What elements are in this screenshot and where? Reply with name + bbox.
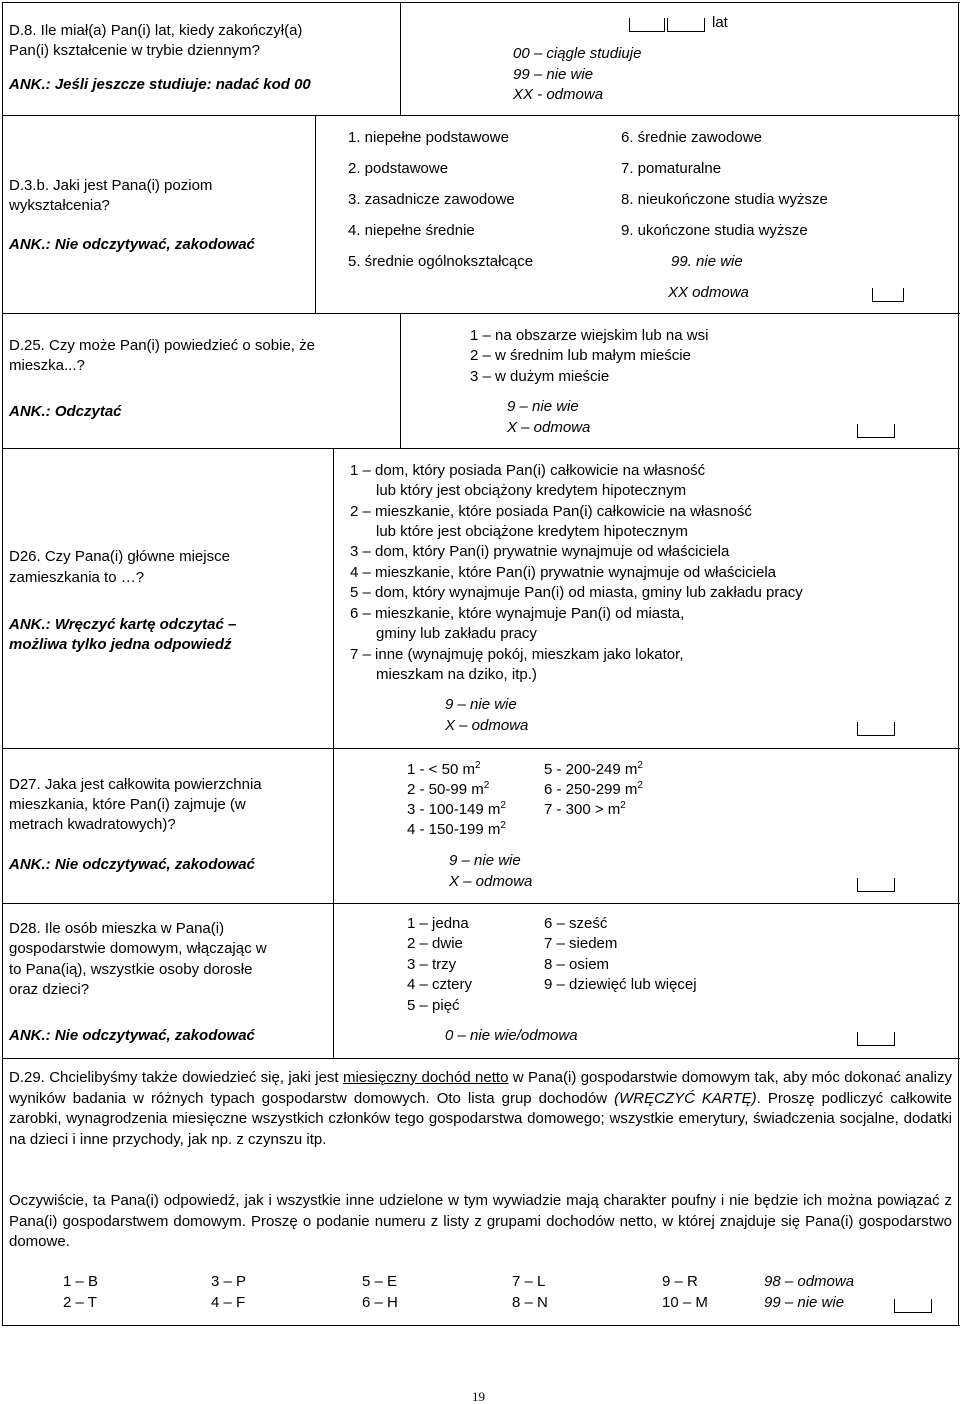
d27-question-line3: metrach kwadratowych)? [9, 816, 176, 833]
col-divider-4 [333, 448, 334, 1058]
d8-option-refusal: XX - odmowa [513, 86, 604, 103]
d3b-option-5: 5. średnie ogólnokształcące [348, 253, 534, 270]
d3b-interviewer-note: ANK.: Nie odczytywać, zakodować [9, 236, 255, 253]
d8-question-line1: D.8. Ile miał(a) Pan(i) lat, kiedy zakończył(a) [9, 22, 303, 39]
col-divider-2 [400, 2, 401, 115]
table-border-bottom [2, 1325, 960, 1326]
d26-option-5: 5 – dom, który wynajmuje Pan(i) od miasta, gminy lub zakładu pracy [350, 584, 803, 601]
d25-option-refusal: X – odmowa [507, 419, 591, 436]
d29-code-6: 6 – H [362, 1294, 398, 1311]
d28-option-2: 2 – dwie [407, 935, 463, 952]
d25-option-3: 3 – w dużym mieście [470, 368, 610, 385]
d26-option-7: 7 – inne (wynajmuję pokój, mieszkam jako lokator, [350, 646, 684, 663]
d29-paragraph-1: D.29. Chcielibyśmy także dowiedzieć się, jaki jest miesięczny dochód netto w Pana(i) gospodarstwie domowym tak, aby móc dokonać analizy wyników badania w różnych typach gospodarstw domowych. Oto lista grup dochodów (WRĘCZYĆ KARTĘ). Proszę podliczyć całkowite zarobki, wynagrodzenia miesięczne wszystkich członków tego gospodarstwa domowego; wszystkie emerytury, świadczenia socjalne, dodatki na dzieci i inne przychody, jak np. z czynszu itp. [9, 1069, 952, 1148]
d29-code-1: 1 – B [63, 1273, 99, 1290]
d8-question-line2: Pan(i) kształcenie w trybie dziennym? [9, 42, 260, 59]
d27-option-2: 2 - 50-99 $m^2$ [407, 780, 490, 798]
d3b-option-9: 9. ukończone studia wyższe [621, 222, 808, 239]
d3b-option-2: 2. podstawowe [348, 160, 449, 177]
d8-option-dont-know: 99 – nie wie [513, 66, 594, 83]
d3b-question-line1: D.3.b. Jaki jest Pana(i) poziom [9, 177, 213, 194]
d29-code-7: 7 – L [512, 1273, 546, 1290]
d28-option-dont-know: 0 – nie wie/odmowa [445, 1027, 578, 1044]
col-divider-3 [400, 313, 401, 448]
d29-code-5: 5 – E [362, 1273, 398, 1290]
d28-option-8: 8 – osiem [544, 956, 610, 973]
row-divider-6 [2, 1058, 960, 1059]
d3b-option-8: 8. nieukończone studia wyższe [621, 191, 828, 208]
d25-question-line2: mieszka...? [9, 357, 85, 374]
d27-option-1: 1 - < 50 $m^2$ [407, 760, 481, 778]
d27-option-5: 5 - 200-249 $m^2$ [544, 760, 643, 778]
d8-interviewer-note: ANK.: Jeśli jeszcze studiuje: nadać kod 00 [9, 76, 311, 93]
d26-question-line1: D26. Czy Pana(i) główne miejsce [9, 548, 230, 565]
d3b-answer-box[interactable] [872, 286, 904, 302]
d28-interviewer-note: ANK.: Nie odczytywać, zakodować [9, 1027, 255, 1044]
d26-option-2-cont: lub które jest obciążone kredytem hipotecznym [376, 523, 688, 540]
d26-option-2: 2 – mieszkanie, które posiada Pan(i) całkowicie na własność [350, 503, 752, 520]
d26-interviewer-note-line2: możliwa tylko jedna odpowiedź [9, 636, 232, 653]
d25-question-line1: D.25. Czy może Pan(i) powiedzieć o sobie, że [9, 337, 315, 354]
d27-question-line1: D27. Jaka jest całkowita powierzchnia [9, 776, 262, 793]
d28-option-1: 1 – jedna [407, 915, 469, 932]
row-divider-4 [2, 748, 960, 749]
d26-option-6: 6 – mieszkanie, które wynajmuje Pan(i) od miasta, [350, 605, 685, 622]
d28-question-line3: to Pana(ią), wszystkie osoby dorosłe [9, 961, 253, 978]
d28-option-3: 3 – trzy [407, 956, 457, 973]
d26-option-7-cont: mieszkam na dziko, itp.) [376, 666, 537, 683]
d28-answer-box[interactable] [857, 1030, 895, 1046]
d29-paragraph-2: Oczywiście, ta Pana(i) odpowiedź, jak i wszystkie inne udzielone w tym wywiadzie mają charakter poufny i nie będzie ich można powiązać z Pana(i) gospodarstwem domowym. Proszę o podanie numeru z listy z grupami dochodów netto, w której znajduje się Pana(i) gospodarstwo domowe. [9, 1192, 952, 1250]
d8-answer-box-1[interactable] [629, 16, 665, 32]
table-border-right [958, 2, 959, 1326]
d29-code-dont-know: 99 – nie wie [764, 1294, 845, 1311]
d27-interviewer-note: ANK.: Nie odczytywać, zakodować [9, 856, 255, 873]
d26-option-1-cont: lub który jest obciążony kredytem hipotecznym [376, 482, 687, 499]
d3b-option-4: 4. niepełne średnie [348, 222, 475, 239]
row-divider-2 [2, 313, 960, 314]
d27-option-4: 4 - 150-199 $m^2$ [407, 820, 506, 838]
row-divider-3 [2, 448, 960, 449]
d28-option-9: 9 – dziewięć lub więcej [544, 976, 697, 993]
d8-option-studying: 00 – ciągle studiuje [513, 45, 642, 62]
d26-option-4: 4 – mieszkanie, które Pan(i) prywatnie wynajmuje od właściciela [350, 564, 777, 581]
table-border-top [2, 2, 960, 3]
d29-code-3: 3 – P [211, 1273, 247, 1290]
d29-code-2: 2 – T [63, 1294, 97, 1311]
d27-option-3: 3 - 100-149 $m^2$ [407, 800, 506, 818]
d26-option-1: 1 – dom, który posiada Pan(i) całkowicie na własność [350, 462, 706, 479]
d27-option-refusal: X – odmowa [449, 873, 533, 890]
d29-code-10: 10 – M [662, 1294, 708, 1311]
d3b-option-refusal: XX odmowa [668, 284, 749, 301]
d29-code-9: 9 – R [662, 1273, 698, 1290]
d29-instruction-card: (WRĘCZYĆ KARTĘ) [614, 1089, 757, 1107]
d29-code-8: 8 – N [512, 1294, 548, 1311]
d8-unit-label: lat [712, 14, 728, 31]
d25-option-2: 2 – w średnim lub małym mieście [470, 347, 691, 364]
d3b-option-7: 7. pomaturalne [621, 160, 722, 177]
d28-option-7: 7 – siedem [544, 935, 618, 952]
d28-option-5: 5 – pięć [407, 997, 460, 1014]
d27-question-line2: mieszkania, które Pan(i) zajmuje (w [9, 796, 246, 813]
d3b-option-1: 1. niepełne podstawowe [348, 129, 509, 146]
d26-option-6-cont: gminy lub zakładu pracy [376, 625, 537, 642]
d26-answer-box[interactable] [857, 720, 895, 736]
d27-option-dont-know: 9 – nie wie [449, 852, 521, 869]
d26-interviewer-note-line1: ANK.: Wręczyć kartę odczytać – [9, 616, 237, 633]
d25-option-1: 1 – na obszarze wiejskim lub na wsi [470, 327, 709, 344]
d3b-option-3: 3. zasadnicze zawodowe [348, 191, 515, 208]
page-number: 19 [472, 1389, 485, 1404]
d29-code-refusal: 98 – odmowa [764, 1273, 855, 1290]
d29-code-4: 4 – F [211, 1294, 246, 1311]
d29-answer-box[interactable] [894, 1297, 932, 1313]
d25-answer-box[interactable] [857, 422, 895, 438]
d29-emphasis-income: miesięczny dochód netto [342, 1069, 509, 1086]
d26-question-line2: zamieszkania to …? [9, 569, 145, 586]
d25-option-dont-know: 9 – nie wie [507, 398, 579, 415]
d28-question-line2: gospodarstwie domowym, włączając w [9, 940, 267, 957]
d3b-option-6: 6. średnie zawodowe [621, 129, 762, 146]
d26-option-refusal: X – odmowa [445, 717, 529, 734]
d8-answer-box-2[interactable] [667, 16, 705, 32]
d3b-option-dont-know: 99. nie wie [671, 253, 743, 270]
d28-option-4: 4 – cztery [407, 976, 473, 993]
d26-option-dont-know: 9 – nie wie [445, 696, 517, 713]
col-divider-1 [315, 115, 316, 313]
d27-option-7: $7 - 300 > m^2$ [544, 800, 626, 818]
d28-option-6: 6 – sześć [544, 915, 608, 932]
d28-question-line1: D28. Ile osób mieszka w Pana(i) [9, 920, 225, 937]
d27-option-6: 6 - 250-299 $m^2$ [544, 780, 643, 798]
d27-answer-box[interactable] [857, 876, 895, 892]
table-border-left [2, 2, 3, 1326]
d26-option-3: 3 – dom, który Pan(i) prywatnie wynajmuje od właściciela [350, 543, 730, 560]
d3b-question-line2: wykształcenia? [9, 197, 110, 214]
d28-question-line4: oraz dzieci? [9, 981, 90, 998]
row-divider-1 [2, 115, 960, 116]
d25-interviewer-note: ANK.: Odczytać [9, 403, 122, 420]
row-divider-5 [2, 903, 960, 904]
